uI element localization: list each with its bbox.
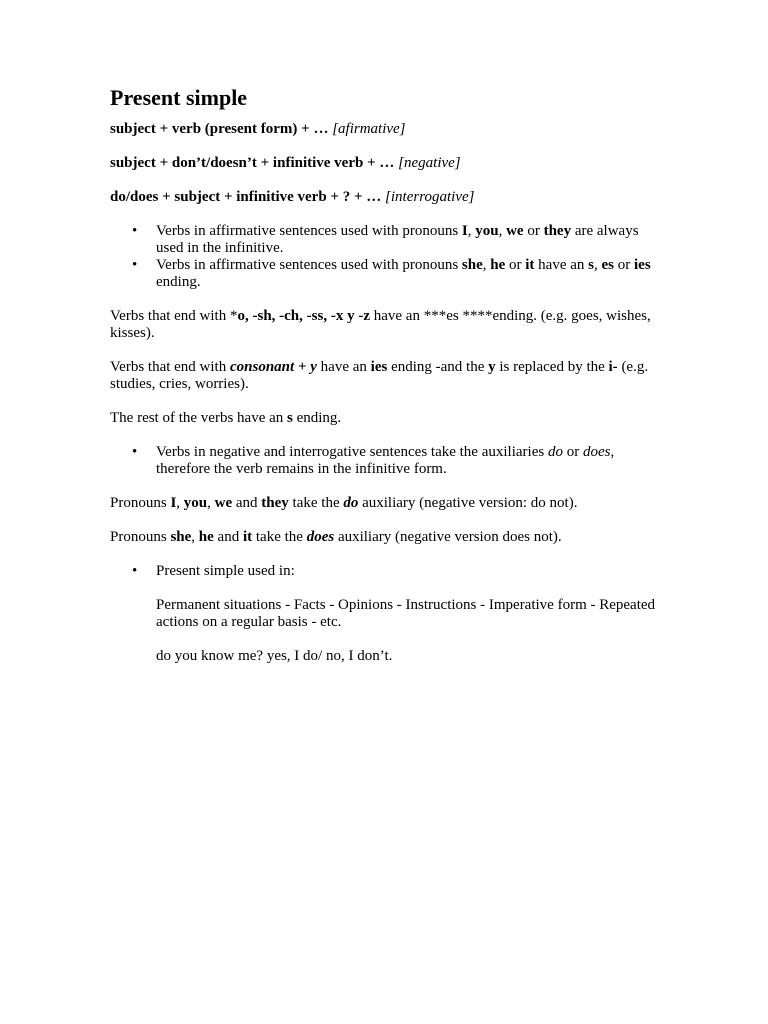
example-sentence: do you know me? yes, I do/ no, I don’t. — [156, 648, 393, 664]
usage-cases: Permanent situations - Facts - Opinions - Instructions - Imperative form - Repeated actions on a regular basis - etc. — [156, 597, 656, 630]
bullet-icon: • — [132, 223, 138, 239]
formula-interrogative: do/does + subject + infinitive verb + ? + … [interrogative] — [110, 189, 475, 205]
list-item: • Verbs in affirmative sentences used with pronouns she, he or it have an s, es or ies ending. — [132, 257, 651, 290]
formula-negative: subject + don’t/doesn’t + infinitive verb + … [negative] — [110, 155, 461, 171]
bullet-icon: • — [132, 563, 138, 579]
affirmative-rules-list — [110, 223, 658, 291]
document-page — [110, 84, 658, 682]
list-item: • Present simple used in: — [132, 563, 295, 579]
list-item: • Verbs in negative and interrogative sentences take the auxiliaries do or does, therefore the verb remains in the infinitive form. — [132, 444, 615, 477]
paragraph-y-ending: Verbs that end with consonant + y have an ies ending -and the y is replaced by the i- (e.g. studies, cries, worries). — [110, 359, 649, 392]
paragraph-s-ending: The rest of the verbs have an s ending. — [110, 410, 342, 426]
bullet-icon: • — [132, 444, 138, 460]
list-item: • Verbs in affirmative sentences used with pronouns I, you, we or they are always used in the infinitive. — [132, 223, 639, 256]
paragraph-do-auxiliary: Pronouns I, you, we and they take the do auxiliary (negative version: do not). — [110, 495, 578, 511]
bullet-icon: • — [132, 257, 138, 273]
auxiliaries-list — [110, 444, 658, 478]
paragraph-does-auxiliary: Pronouns she, he and it take the does auxiliary (negative version does not). — [110, 529, 562, 545]
paragraph-o-ending: Verbs that end with *o, -sh, -ch, -ss, -x y -z have an ***es ****ending. (e.g. goes, wishes, kisses). — [110, 308, 651, 341]
formula-affirmative: subject + verb (present form) + … [afirmative] — [110, 121, 406, 137]
usage-list — [110, 563, 658, 580]
page-title: Present simple — [110, 85, 248, 110]
